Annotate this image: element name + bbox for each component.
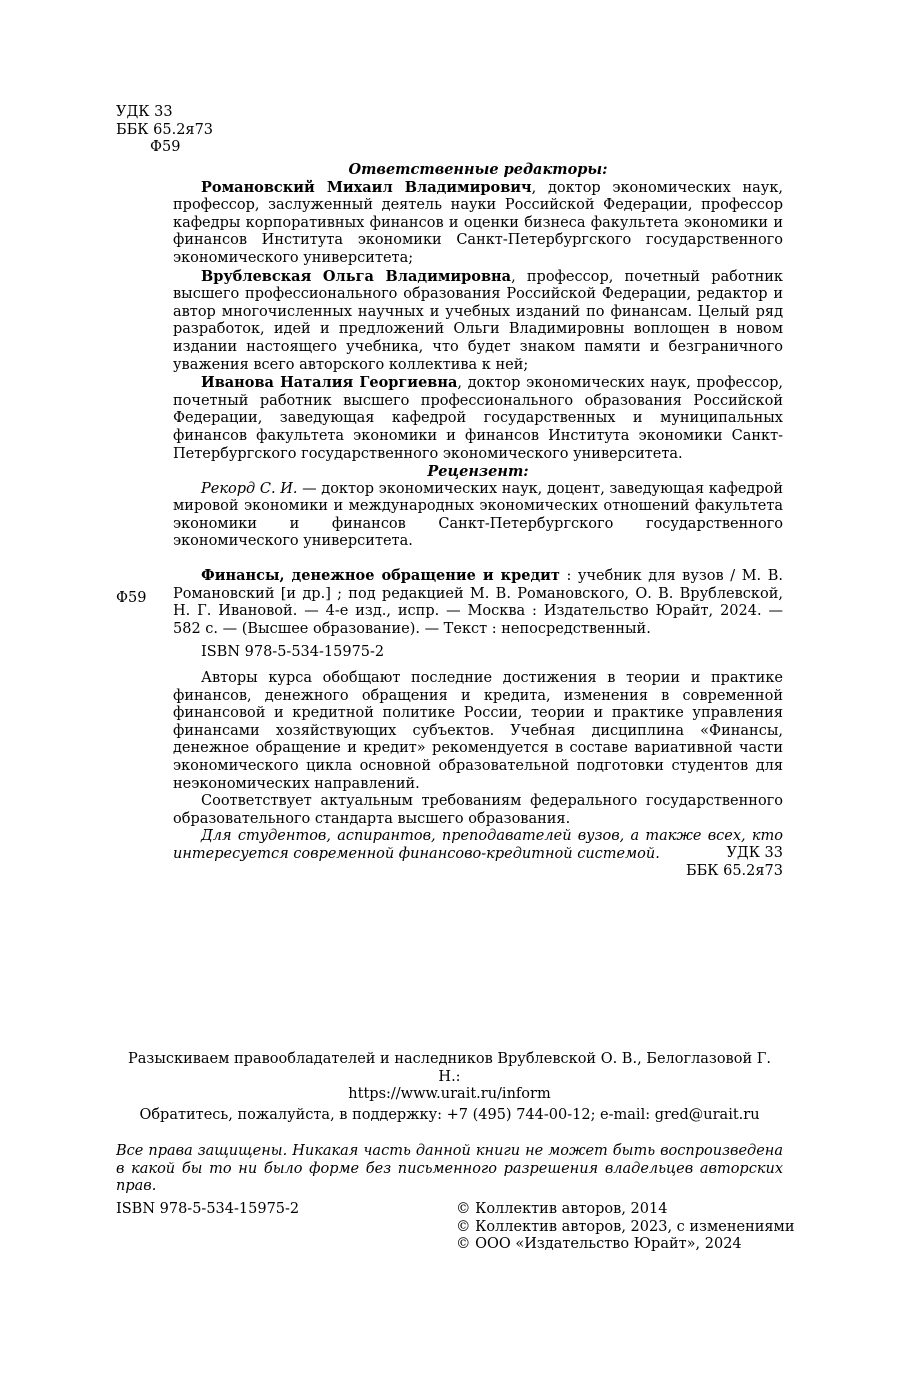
rights-holders-notice (116, 1051, 783, 1104)
abstract-section (173, 670, 783, 864)
editors-heading: Ответственные редакторы: (348, 161, 608, 178)
author-sign-code: Ф59 (150, 139, 181, 156)
editor-name: Врублевская Ольга Владимировна (201, 267, 512, 285)
editor-description: , доктор экономических наук, профессор, почетный работник высшего профессионального образования Российской Федерации, заведующая кафедрой государственных и муниципальных финансов факультета экономики и финансов Института экономики Санкт-Петербургского государственного экономического университета. (173, 375, 783, 462)
copyright-list (456, 1201, 794, 1254)
editor-name: Иванова Наталия Георгиевна (201, 374, 458, 392)
reviewer-description: — доктор экономических наук, доцент, заведующая кафедрой мировой экономики и международных экономических отношений факультета экономики и финансов Санкт-Петербургского государственного экономического университета. (173, 480, 783, 550)
reviewer-name: Рекорд С. И. (201, 480, 298, 497)
abstract-audience: Для студентов, аспирантов, преподавателей вузов, а также всех, кто интересуется современной финансово-кредитной системой. (173, 828, 783, 862)
reviewer-heading: Рецензент: (427, 463, 529, 481)
editor-description: , доктор экономических наук, профессор, заслуженный деятель науки Российской Федерации, профессор кафедры корпоративных финансов и оценки бизнеса факультета экономики и финансов Института экономики Санкт-Петербургского государственного экономического университета; (173, 179, 783, 266)
udk-bbk-top (116, 104, 213, 157)
editors-section (173, 161, 783, 551)
inform-link[interactable]: https://www.urait.ru/inform (348, 1086, 551, 1103)
reviewer-entry (173, 481, 783, 551)
copyright-line: © Коллектив авторов, 2014 (456, 1201, 668, 1217)
abstract-paragraph-1: Авторы курса обобщают последние достижения в теории и практике финансов, денежного обращения и кредита, изменения в современной финансовой и кредитной политике России, теории и практике управления финансами хозяйствующих субъектов. Учебная дисциплина «Финансы, денежное обращение и кредит» рекомендуется в составе вариативной части экономического цикла основной образовательной подготовки студентов для неэкономических направлений. (173, 670, 783, 792)
editor-description: , профессор, почетный работник высшего профессионального образования Российской Федерации, редактор и автор многочисленных научных и учебных изданий по финансам. Целый ряд разработок, идей и предложений Ольги Владимировны воплощен в новом издании настоящего учебника, что будет знаком памяти и безграничного уважения всего авторского коллектива к ней; (173, 268, 783, 373)
editor-name: Романовский Михаил Владимирович (201, 178, 532, 196)
copyright-line: © ООО «Издательство Юрайт», 2024 (456, 1236, 742, 1253)
udk-code: УДК 33 (726, 845, 783, 861)
book-record: : учебник для вузов / М. В. Романовский [и др.] ; под редакцией М. В. Романовского, О. В. Врублевской, Н. Г. Ивановой. — 4-е изд., испр. — Москва : Издательство Юрайт, 2024. — 582 с. — (Высшее образование). — Текст : непосредственный. (173, 568, 784, 637)
bibliography-code: Ф59 (116, 590, 147, 606)
abstract-paragraph-2: Соответствует актуальным требованиям федерального государственного образовательного стандарта высшего образования. (173, 793, 783, 827)
udk-bbk-right (600, 845, 783, 880)
rights-reserved-notice: Все права защищены. Никакая часть данной книги не может быть воспроизведена в какой бы то ни было форме без письменного разрешения владельцев авторских прав. (116, 1143, 783, 1195)
isbn-record: ISBN 978-5-534-15975-2 (201, 644, 385, 660)
support-contact: Обратитесь, пожалуйста, в поддержку: +7 (495) 744-00-12; e-mail: gred@urait.ru (139, 1107, 760, 1123)
copyright-line: © Коллектив авторов, 2023, с изменениями (456, 1218, 795, 1235)
book-title: Финансы, денежное обращение и кредит (201, 567, 560, 584)
editor-entry-2 (173, 268, 783, 375)
isbn-bottom: ISBN 978-5-534-15975-2 (116, 1201, 300, 1217)
bibliographic-record (173, 567, 783, 638)
search-line: Разыскиваем правообладателей и наследников Врублевской О. В., Белоглазовой Г. Н.: (128, 1051, 771, 1085)
editor-entry-1 (173, 179, 783, 268)
editor-entry-3 (173, 374, 783, 463)
udk-code: УДК 33 (116, 104, 173, 120)
bbk-code: ББК 65.2я73 (685, 862, 783, 879)
bbk-code: ББК 65.2я73 (116, 121, 214, 138)
